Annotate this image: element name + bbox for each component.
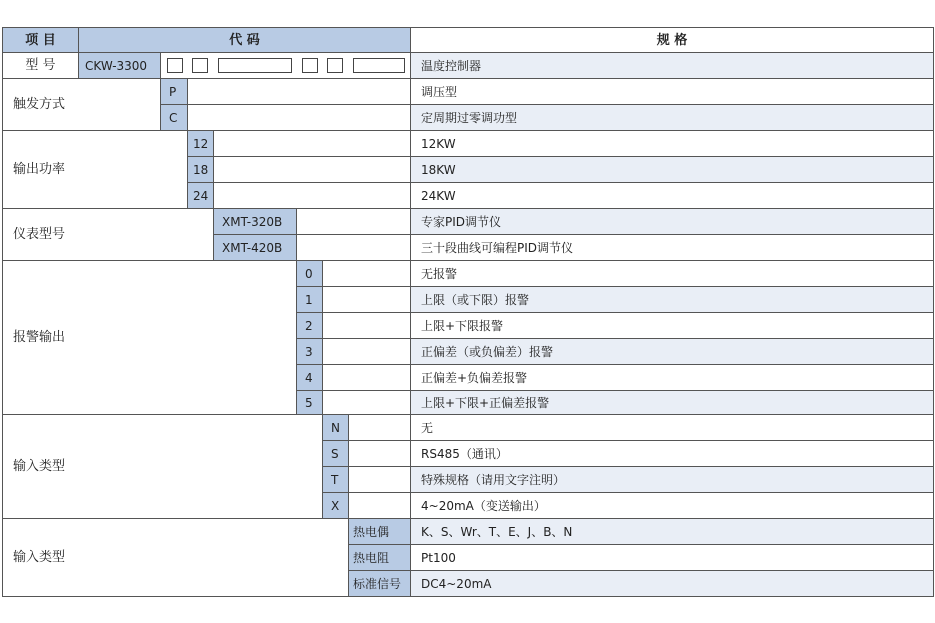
header-item: 项 目 (2, 27, 79, 53)
alarm-blank (323, 287, 411, 313)
header-code: 代 码 (79, 27, 411, 53)
sensor-spec-thermocouple: K、S、Wr、T、E、J、B、N (411, 519, 934, 545)
sensor-spec-rtd: Pt100 (411, 545, 934, 571)
alarm-blank (323, 313, 411, 339)
meter-spec-420b: 三十段曲线可编程PID调节仪 (411, 235, 934, 261)
model-label: 型 号 (2, 53, 79, 79)
alarm-code-0: 0 (297, 261, 323, 287)
alarm-spec-3: 正偏差（或负偏差）报警 (411, 339, 934, 365)
input-blank (349, 467, 411, 493)
input-code-s: S (323, 441, 349, 467)
code-box-sensor (353, 58, 405, 73)
alarm-blank (323, 339, 411, 365)
power-blank (214, 131, 411, 157)
input-code-x: X (323, 493, 349, 519)
code-box-power (192, 58, 208, 73)
meter-spec-320b: 专家PID调节仪 (411, 209, 934, 235)
alarm-code-5: 5 (297, 391, 323, 415)
code-box-trigger (167, 58, 183, 73)
input-blank (349, 441, 411, 467)
alarm-spec-0: 无报警 (411, 261, 934, 287)
input-blank (349, 415, 411, 441)
alarm-code-3: 3 (297, 339, 323, 365)
power-blank (214, 183, 411, 209)
code-box-alarm (302, 58, 318, 73)
power-spec-24: 24KW (411, 183, 934, 209)
input-spec-n: 无 (411, 415, 934, 441)
meter-blank (297, 235, 411, 261)
alarm-blank (323, 261, 411, 287)
alarm-label: 报警输出 (2, 261, 297, 415)
trigger-label: 触发方式 (2, 79, 161, 131)
header-spec: 规 格 (411, 27, 934, 53)
sensor-code-rtd: 热电阻 (349, 545, 411, 571)
meter-code-420b: XMT-420B (214, 235, 297, 261)
code-box-input (327, 58, 343, 73)
model-spec: 温度控制器 (411, 53, 934, 79)
input-spec-s: RS485（通讯） (411, 441, 934, 467)
power-code-18: 18 (188, 157, 214, 183)
alarm-code-1: 1 (297, 287, 323, 313)
alarm-spec-1: 上限（或下限）报警 (411, 287, 934, 313)
power-code-12: 12 (188, 131, 214, 157)
alarm-blank (323, 365, 411, 391)
alarm-spec-2: 上限+下限报警 (411, 313, 934, 339)
power-code-24: 24 (188, 183, 214, 209)
meter-code-320b: XMT-320B (214, 209, 297, 235)
input-spec-x: 4~20mA（变送输出） (411, 493, 934, 519)
alarm-spec-4: 正偏差+负偏差报警 (411, 365, 934, 391)
model-code-blanks (161, 53, 411, 79)
trigger-spec-c: 定周期过零调功型 (411, 105, 934, 131)
power-label: 输出功率 (2, 131, 188, 209)
sensor-spec-standard: DC4~20mA (411, 571, 934, 597)
input-blank (349, 493, 411, 519)
trigger-code-c: C (161, 105, 188, 131)
trigger-spec-p: 调压型 (411, 79, 934, 105)
power-blank (214, 157, 411, 183)
trigger-blank (188, 105, 411, 131)
input-type-label: 输入类型 (2, 415, 323, 519)
alarm-blank (323, 391, 411, 415)
power-spec-18: 18KW (411, 157, 934, 183)
code-box-meter (218, 58, 292, 73)
trigger-code-p: P (161, 79, 188, 105)
alarm-code-2: 2 (297, 313, 323, 339)
meter-label: 仪表型号 (2, 209, 214, 261)
power-spec-12: 12KW (411, 131, 934, 157)
alarm-spec-5: 上限+下限+正偏差报警 (411, 391, 934, 415)
sensor-code-thermocouple: 热电偶 (349, 519, 411, 545)
sensor-type-label: 输入类型 (2, 519, 349, 597)
trigger-blank (188, 79, 411, 105)
input-code-n: N (323, 415, 349, 441)
alarm-code-4: 4 (297, 365, 323, 391)
sensor-code-standard: 标准信号 (349, 571, 411, 597)
meter-blank (297, 209, 411, 235)
input-spec-t: 特殊规格（请用文字注明） (411, 467, 934, 493)
input-code-t: T (323, 467, 349, 493)
model-code: CKW-3300 (79, 53, 161, 79)
